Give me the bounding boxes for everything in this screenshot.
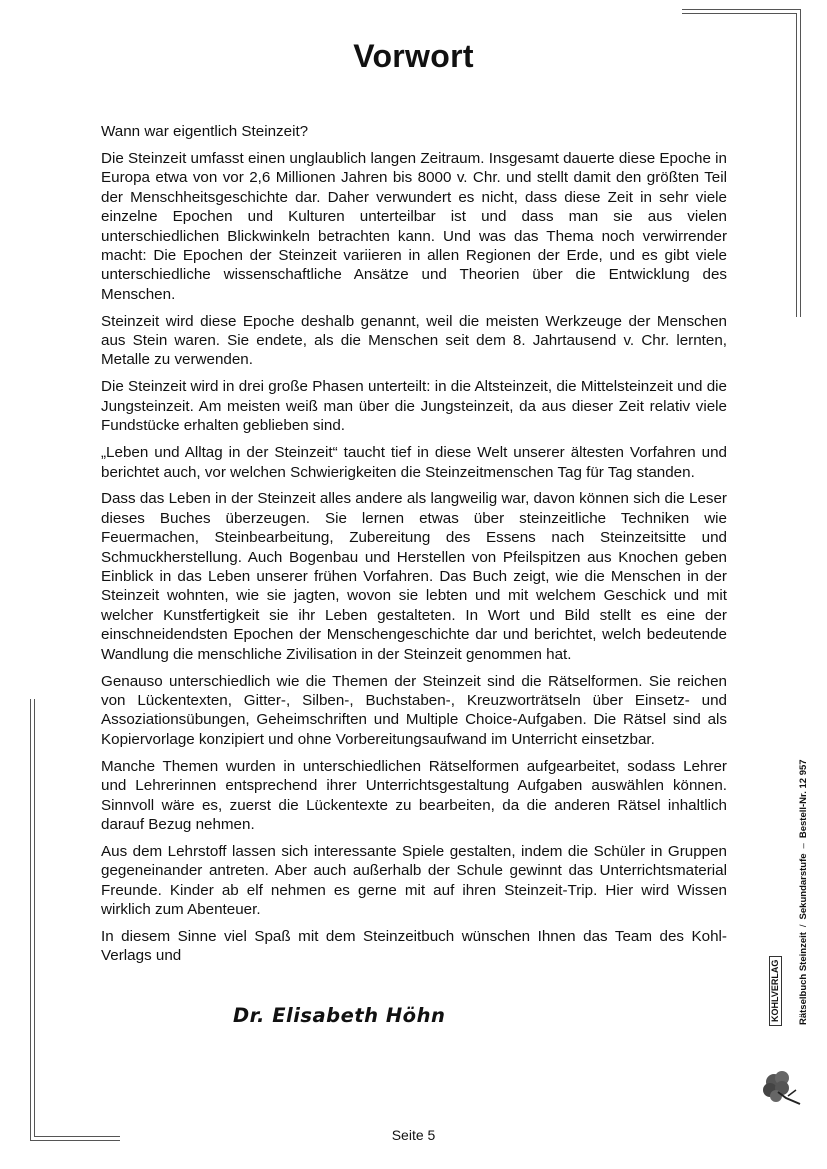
paragraph: Aus dem Lehrstoff lassen sich interessante Spiele gestalten, indem die Schüler in Gruppen gegeneinander antreten. Aber auch außerhalb der Schule gewinnt das Unterrichtsmaterial Freunde. Kinder ab elf nehmen es gerne mit auf ihren Steinzeit-Trip. Hier wird Wissen wirklich zum Abenteuer. [101,842,727,919]
paragraph: Die Steinzeit wird in drei große Phasen unterteilt: in die Altsteinzeit, die Mittelsteinzeit und die Jungsteinzeit. Am meisten weiß man über die Jungsteinzeit, da aus dieser Zeit relativ viele Fundstücke erhalten geblieben sind. [101,378,727,435]
paragraph-question: Wann war eigentlich Steinzeit? [101,123,309,140]
paragraph: Dass das Leben in der Steinzeit alles andere als langweilig war, davon können sich die Leser dieses Buches überzeugen. Sie lernen etwas über steinzeitliche Techniken wie Feuermachen, Steinbearbeitung, Zubereitung des Essens nach Steinzeitsitte und Schmuckherstellung. Auch Bogenbau und Herstellen von Pfeilspitzen aus Knochen geben Einblick in das Leben unserer frühen Vorfahren. Das Buch zeigt, wie die Menschen in der Steinzeit wohnten, wie sie jagten, wovon sie lebten und mit welchem Geschick und mit welcher Kunstfertigkeit sie ihr Leben gestalteten. In Wort und Bild stellt es eine der einschneidendsten Epochen der Menschengeschichte dar und berichtet, welch bedeutende Wandlung die menschliche Zivilisation in der Steinzeit genommen hat. [101,490,727,663]
paragraph-closing: In diesem Sinne viel Spaß mit dem Steinzeitbuch wünschen Ihnen das Team des Kohl-Verlags und [101,927,727,965]
book-title: Rätselbuch Steinzeit [798,932,809,1025]
separator: / [798,924,809,928]
frame-left-vertical-inner [34,699,35,1137]
paragraph: Die Steinzeit umfasst einen unglaublich langen Zeitraum. Insgesamt dauerte diese Epoche in Europa etwa von vor 2,6 Millionen Jahren bis 8000 v. Chr. und stellt damit den größten Teil der Menschheitsgeschichte dar. Daher verwundert es nicht, dass diese Zeit in sehr viele einzelne Epochen und Kulturen unterteilbar ist und dass man sie aus vielen unterschiedlichen Blickwinkeln betrachten kann. Und was das Thema noch verwirrender macht: Die Epochen der Steinzeit variieren in allen Regionen der Erde, und es gibt viele unterschiedliche wissenschaftliche Ansätze und Theorien über die Entwicklung des Menschen. [101,149,727,303]
frame-top-right-horizontal-inner [682,13,796,14]
frame-top-right-horizontal [682,9,800,10]
author-signature: Dr. Elisabeth Höhn [233,1004,446,1027]
paragraph: „Leben und Alltag in der Steinzeit“ taucht tief in diese Welt unserer ältesten Vorfahren und berichtet auch, vor welchen Schwierigkeiten die Steinzeitmenschen Tag für Tag standen. [101,444,727,481]
preface-body [101,122,727,973]
page-title: Vorwort [353,38,474,74]
paragraph: Steinzeit wird diese Epoche deshalb genannt, weil die meisten Werkzeuge der Menschen aus Stein waren. Sie endete, als die Menschen seit dem 8. Jahrtausend v. Chr. lernten, Metalle zu verwenden. [101,312,727,369]
book-level: Sekundarstufe [798,853,809,920]
separator: – [798,843,809,849]
page-number: Seite 5 [391,1127,436,1143]
publisher-logo: KOHLVERLAG [769,956,782,1026]
paragraph: Genauso unterschiedlich wie die Themen der Steinzeit sind die Rätselformen. Sie reichen von Lückentexten, Gitter-, Silben-, Buchstaben-, Kreuzworträtseln über Einsetz- und Assoziationsübungen, Geheimschriften und Multiple Choice-Aufgaben. Die Rätsel sind als Kopiervorlage konzipiert und ohne Vorbereitungsaufwand im Unterricht einsetzbar. [101,672,727,748]
side-book-info [798,759,809,1025]
frame-left-vertical [30,699,31,1141]
tree-logo-icon [760,1068,802,1108]
order-number: Bestell-Nr. 12 957 [798,759,809,839]
paragraph: Manche Themen wurden in unterschiedlichen Rätselformen aufgearbeitet, sodass Lehrer und Lehrerinnen entsprechend ihrer Unterrichtsgestaltung Aufgaben auswählen können. Sinnvoll wäre es, zuerst die Lückentexte zu bearbeiten, da die anderen Rätsel inhaltlich darauf Bezug nehmen. [101,757,727,833]
